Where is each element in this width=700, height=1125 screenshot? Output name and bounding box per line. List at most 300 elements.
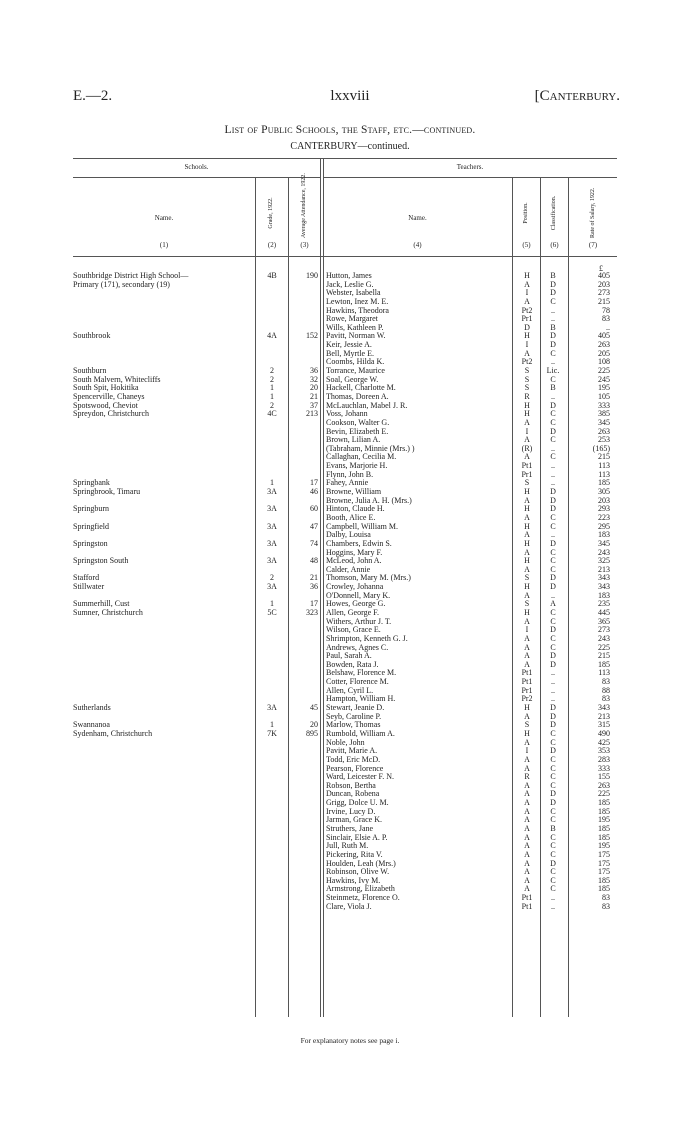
cell-position: A [524, 789, 530, 799]
cell-teacher-name: Browne, Julia A. H. (Mrs.) [326, 496, 412, 505]
cell-teacher-name: Campbell, William M. [326, 522, 398, 531]
cell-teacher-name: Paul, Sarah A. [326, 652, 372, 661]
cell-classification: C [550, 642, 556, 652]
cell-teacher-name: Cotter, Florence M. [326, 678, 389, 687]
cell-teacher-name: Pearson, Florence [326, 764, 384, 773]
cell-salary: 385 [598, 409, 610, 419]
table-row [0, 842, 700, 851]
cell-salary: 203 [598, 495, 610, 505]
cell-teacher-name: Robinson, Olive W. [326, 868, 390, 877]
column-number: (2) [267, 241, 277, 249]
cell-classification: C [550, 875, 556, 885]
cell-salary: 213 [598, 711, 610, 721]
table-row [0, 868, 700, 877]
table-row [0, 566, 700, 575]
cell-teacher-name: Rowe, Margaret [326, 315, 378, 324]
cell-teacher-name: Andrews, Agnes C. [326, 643, 389, 652]
cell-salary: 365 [598, 616, 610, 626]
cell-teacher-name: Howes, George G. [326, 600, 386, 609]
cell-grade: 7K [267, 728, 277, 738]
table-row [0, 877, 700, 886]
cell-school-name: Swannanoa [73, 721, 110, 730]
cell-salary: 405 [598, 271, 610, 280]
table-row [0, 739, 700, 748]
cell-salary: 283 [598, 754, 610, 764]
column-header-salary: Rate of Salary, 1922. [590, 187, 596, 238]
cell-grade: 3A [267, 504, 277, 514]
cell-teacher-name: Flynn, John B. [326, 470, 374, 479]
table-row [0, 687, 700, 696]
cell-classification: Lic. [546, 366, 560, 376]
cell-salary: 215 [598, 452, 610, 462]
column-header-attendance: Average Attendance, 1922. [301, 173, 307, 238]
cell-classification: C [550, 841, 556, 851]
cell-position: H [524, 331, 530, 341]
cell-salary: 405 [598, 331, 610, 341]
cell-position: A [524, 884, 530, 894]
cell-salary: 343 [598, 703, 610, 713]
cell-classification: D [550, 288, 556, 298]
cell-teacher-name: Jull, Ruth M. [326, 842, 369, 851]
cell-salary: 185 [598, 884, 610, 894]
cell-salary: 273 [598, 625, 610, 635]
cell-classification: D [550, 340, 556, 350]
cell-position: S [524, 366, 530, 376]
cell-position: A [524, 824, 530, 833]
table-row [0, 549, 700, 558]
cell-grade: 2 [270, 573, 274, 583]
cell-classification: .. [551, 893, 555, 903]
table-row [0, 713, 700, 722]
section-header-teachers: Teachers. [456, 163, 484, 171]
cell-attendance: 213 [306, 409, 318, 419]
table-row [0, 410, 700, 419]
cell-position: A [524, 547, 530, 557]
cell-classification: C [550, 409, 556, 419]
table-row [0, 574, 700, 583]
cell-classification: D [550, 400, 556, 410]
table-row [0, 505, 700, 514]
cell-classification: .. [551, 901, 555, 911]
cell-salary: 83 [602, 314, 610, 324]
cell-teacher-name: Evans, Marjorie H. [326, 462, 388, 471]
cell-position: S [524, 599, 530, 609]
cell-position: A [524, 780, 530, 790]
table-row [0, 281, 700, 290]
cell-salary: 225 [598, 789, 610, 799]
cell-school-name: Southburn [73, 367, 107, 376]
cell-classification: D [550, 789, 556, 799]
cell-classification: C [550, 763, 556, 773]
cell-position: I [525, 426, 529, 436]
table-row [0, 298, 700, 307]
cell-salary: 345 [598, 417, 610, 427]
table-row [0, 894, 700, 903]
cell-salary: 185 [598, 478, 610, 488]
table-row [0, 678, 700, 687]
cell-classification: C [550, 452, 556, 462]
cell-teacher-name: Pickering, Rita V. [326, 850, 383, 859]
cell-classification: C [550, 556, 556, 566]
page-number: lxxviii [330, 88, 370, 104]
cell-classification: D [550, 504, 556, 514]
table-row [0, 393, 700, 402]
cell-grade: 4C [267, 409, 277, 419]
cell-attendance: 47 [310, 521, 318, 531]
cell-classification: B [550, 824, 556, 833]
table-row [0, 695, 700, 704]
cell-attendance: 20 [310, 383, 318, 393]
cell-position: S [524, 478, 530, 488]
column-number: (1) [159, 241, 169, 249]
cell-classification: C [550, 607, 556, 617]
footnote: For explanatory notes see page i. [300, 1036, 400, 1045]
cell-grade: 4A [267, 331, 277, 341]
column-header-teacher-name: Name. [408, 214, 427, 222]
cell-attendance: 36 [310, 582, 318, 592]
cell-attendance: 36 [310, 366, 318, 376]
cell-salary: 185 [598, 806, 610, 816]
cell-position: H [524, 582, 530, 592]
cell-position: H [524, 400, 530, 410]
cell-teacher-name: Soal, George W. [326, 375, 379, 384]
table-row [0, 644, 700, 653]
cell-salary: 333 [598, 400, 610, 410]
cell-teacher-name: Hutton, James [326, 272, 372, 280]
cell-position: A [524, 832, 530, 842]
table-row [0, 419, 700, 428]
cell-teacher-name: Houlden, Leah (Mrs.) [326, 859, 396, 868]
cell-teacher-name: Dalby, Louisa [326, 531, 371, 540]
cell-classification: A [550, 599, 556, 609]
cell-position: A [524, 754, 530, 764]
table-row [0, 851, 700, 860]
cell-position: Pt1 [521, 901, 533, 911]
table-row [0, 462, 700, 471]
cell-teacher-name: Wilson, Grace E. [326, 626, 381, 635]
cell-classification: C [550, 780, 556, 790]
cell-salary: .. [606, 322, 610, 332]
cell-classification: .. [551, 685, 555, 695]
table-row [0, 367, 700, 376]
cell-classification: D [550, 426, 556, 436]
cell-classification: C [550, 832, 556, 842]
cell-classification: B [550, 383, 556, 393]
cell-salary: 78 [602, 305, 610, 315]
cell-position: (R) [521, 443, 533, 453]
cell-position: A [524, 659, 530, 669]
cell-classification: .. [551, 314, 555, 324]
cell-salary: 185 [598, 798, 610, 808]
cell-position: A [524, 841, 530, 851]
cell-classification: C [550, 296, 556, 306]
cell-teacher-name: Rumbold, William A. [326, 729, 395, 738]
cell-classification: C [550, 633, 556, 643]
cell-teacher-name: Bevin, Elizabeth E. [326, 427, 389, 436]
cell-school-name: Southbrook [73, 332, 111, 341]
cell-position: S [524, 720, 530, 730]
table-row [0, 272, 700, 281]
cell-salary: 490 [598, 728, 610, 738]
cell-teacher-name: Duncan, Robena [326, 790, 380, 799]
cell-teacher-name: Coombs, Hilda K. [326, 358, 385, 367]
cell-position: H [524, 607, 530, 617]
cell-position: H [524, 703, 530, 713]
cell-teacher-name: Withers, Arthur J. T. [326, 617, 392, 626]
cell-teacher-name: Clare, Viola J. [326, 902, 372, 911]
cell-teacher-name: Pavitt, Norman W. [326, 332, 386, 341]
table-row [0, 765, 700, 774]
table-row [0, 531, 700, 540]
cell-teacher-name: Voss, Johann [326, 410, 368, 419]
cell-teacher-name: McLeod, John A. [326, 557, 382, 566]
cell-classification: C [550, 512, 556, 522]
cell-classification: C [550, 737, 556, 747]
table-row [0, 324, 700, 333]
cell-salary: 83 [602, 694, 610, 704]
cell-teacher-name: O'Donnell, Mary K. [326, 591, 391, 600]
cell-position: I [525, 746, 529, 756]
cell-salary: 108 [598, 357, 610, 367]
cell-salary: 185 [598, 659, 610, 669]
cell-position: A [524, 875, 530, 885]
table-row [0, 635, 700, 644]
table-row [0, 341, 700, 350]
cell-classification: C [550, 616, 556, 626]
table-row [0, 315, 700, 324]
page-title: List of Public Schools, the Staff, etc.—continued. [224, 124, 476, 136]
cell-salary: 425 [598, 737, 610, 747]
cell-salary: 215 [598, 296, 610, 306]
table-row [0, 721, 700, 730]
cell-teacher-name: Hawkins, Ivy M. [326, 876, 381, 885]
cell-school-name: Spreydon, Christchurch [73, 410, 149, 419]
cell-classification: C [550, 867, 556, 877]
cell-position: A [524, 763, 530, 773]
cell-position: Pt2 [521, 305, 533, 315]
cell-position: A [524, 849, 530, 859]
cell-grade: 3A [267, 556, 277, 566]
cell-teacher-name: Ward, Leicester F. N. [326, 773, 395, 782]
cell-position: H [524, 409, 530, 419]
cell-salary: 195 [598, 815, 610, 825]
section-rule-teachers [323, 177, 617, 178]
cell-position: Pr1 [521, 314, 533, 324]
cell-teacher-name: Jarman, Grace K. [326, 816, 382, 825]
cell-attendance: 895 [306, 728, 318, 738]
cell-grade: 3A [267, 487, 277, 497]
cell-grade: 1 [270, 391, 274, 401]
cell-teacher-name: Bell, Myrtle E. [326, 349, 374, 358]
cell-salary: 223 [598, 512, 610, 522]
cell-classification: D [550, 651, 556, 661]
cell-position: A [524, 452, 530, 462]
cell-salary: 343 [598, 582, 610, 592]
cell-position: A [524, 711, 530, 721]
cell-salary: 113 [598, 668, 610, 678]
cell-position: A [524, 512, 530, 522]
cell-classification: C [550, 728, 556, 738]
cell-position: Pt1 [521, 461, 533, 471]
cell-position: Pt2 [521, 357, 533, 367]
table-row [0, 756, 700, 765]
cell-school-name: South Spit, Hokitika [73, 384, 139, 393]
cell-school-name: Springfield [73, 522, 109, 531]
column-header-school-name: Name. [154, 214, 174, 222]
table-row [0, 834, 700, 843]
cell-teacher-name: Lewton, Inez M. E. [326, 297, 389, 306]
table-row [0, 479, 700, 488]
cell-classification: D [550, 538, 556, 548]
cell-classification: C [550, 547, 556, 557]
cell-classification: .. [551, 305, 555, 315]
table-row [0, 816, 700, 825]
cell-grade: 2 [270, 366, 274, 376]
cell-classification: .. [551, 391, 555, 401]
cell-school-name: Sumner, Christchurch [73, 608, 143, 617]
cell-classification: .. [551, 357, 555, 367]
table-row [0, 626, 700, 635]
cell-school-name: Spotswood, Cheviot [73, 401, 138, 410]
cell-teacher-name: Armstrong, Elizabeth [326, 885, 395, 894]
table-row [0, 773, 700, 782]
cell-grade: 3A [267, 582, 277, 592]
cell-teacher-name: Thomson, Mary M. (Mrs.) [326, 574, 411, 583]
cell-salary: 185 [598, 832, 610, 842]
cell-classification: .. [551, 530, 555, 540]
cell-classification: .. [551, 469, 555, 479]
cell-school-name: Springbrook, Timaru [73, 488, 141, 497]
cell-position: Pt1 [521, 677, 533, 687]
cell-teacher-name: Irvine, Lucy D. [326, 807, 376, 816]
table-row [0, 885, 700, 894]
cell-teacher-name: Browne, William [326, 488, 382, 497]
cell-position: A [524, 651, 530, 661]
cell-salary: 345 [598, 538, 610, 548]
cell-salary: 203 [598, 279, 610, 289]
cell-salary: 88 [602, 685, 610, 695]
cell-classification: C [550, 754, 556, 764]
cell-classification: C [550, 884, 556, 894]
cell-salary: 185 [598, 875, 610, 885]
cell-salary: 263 [598, 340, 610, 350]
cell-salary: 295 [598, 521, 610, 531]
cell-position: D [524, 322, 530, 332]
table-row [0, 782, 700, 791]
cell-position: S [524, 573, 530, 583]
cell-classification: D [550, 858, 556, 868]
cell-classification: B [550, 271, 556, 280]
table-row [0, 350, 700, 359]
cell-attendance: 32 [310, 374, 318, 384]
cell-classification: B [550, 322, 556, 332]
cell-salary: 263 [598, 426, 610, 436]
table-row [0, 618, 700, 627]
cell-position: I [525, 288, 529, 298]
cell-teacher-name: Bowden, Rata J. [326, 660, 379, 669]
cell-position: A [524, 495, 530, 505]
cell-classification: D [550, 331, 556, 341]
column-number: (5) [522, 241, 531, 249]
cell-salary: 195 [598, 383, 610, 393]
cell-teacher-name: Torrance, Maurice [326, 367, 385, 376]
region-heading: [Canterbury. [534, 88, 620, 104]
cell-classification: D [550, 720, 556, 730]
cell-teacher-name: Hawkins, Theodora [326, 306, 389, 315]
cell-attendance: 60 [310, 504, 318, 514]
cell-classification: C [550, 849, 556, 859]
cell-position: A [524, 642, 530, 652]
cell-teacher-name: Keir, Jessie A. [326, 341, 372, 350]
cell-teacher-name: Webster, Isabella [326, 289, 381, 298]
cell-salary: 445 [598, 607, 610, 617]
table-top-rule [73, 158, 617, 159]
column-header-position: Position. [523, 202, 529, 224]
cell-salary: 195 [598, 841, 610, 851]
table-row [0, 557, 700, 566]
cell-teacher-name: Crowley, Johanna [326, 583, 384, 592]
table-row [0, 661, 700, 670]
cell-classification: .. [551, 668, 555, 678]
table-row [0, 514, 700, 523]
cell-salary: 113 [598, 469, 610, 479]
cell-classification: D [550, 279, 556, 289]
cell-salary: 175 [598, 858, 610, 868]
cell-position: I [525, 340, 529, 350]
table-row [0, 652, 700, 661]
cell-salary: 155 [598, 772, 610, 782]
cell-attendance: 46 [310, 487, 318, 497]
cell-position: A [524, 590, 530, 600]
cell-position: H [524, 538, 530, 548]
cell-classification: .. [551, 694, 555, 704]
cell-salary: 235 [598, 599, 610, 609]
cell-position: A [524, 435, 530, 445]
cell-salary: 243 [598, 547, 610, 557]
cell-teacher-name: Hinton, Claude H. [326, 505, 385, 514]
cell-salary: 83 [602, 901, 610, 911]
table-row [0, 825, 700, 834]
cell-teacher-name: Hampton, William H. [326, 695, 396, 704]
cell-position: S [524, 374, 530, 384]
cell-teacher-name: Hackell, Charlotte M. [326, 384, 396, 393]
cell-classification: .. [551, 677, 555, 687]
cell-position: H [524, 556, 530, 566]
cell-classification: D [550, 798, 556, 808]
staff-table-body [0, 272, 700, 911]
cell-teacher-name: Hoggins, Mary F. [326, 548, 383, 557]
table-row [0, 583, 700, 592]
column-number: (3) [300, 241, 309, 249]
column-number: (6) [550, 241, 559, 249]
cell-attendance: 17 [310, 478, 318, 488]
cell-salary: 183 [598, 590, 610, 600]
cell-salary: 273 [598, 288, 610, 298]
cell-salary: 83 [602, 677, 610, 687]
cell-classification: D [550, 711, 556, 721]
cell-position: A [524, 564, 530, 574]
cell-teacher-name: (Tabraham, Minnie (Mrs.) ) [326, 444, 415, 453]
cell-salary: 325 [598, 556, 610, 566]
cell-teacher-name: Grigg, Dolce U. M. [326, 799, 389, 808]
cell-attendance: 152 [306, 331, 318, 341]
cell-salary: 105 [598, 391, 610, 401]
table-row [0, 402, 700, 411]
table-row [0, 799, 700, 808]
currency-symbol: £ [599, 264, 603, 273]
cell-classification: D [550, 703, 556, 713]
cell-teacher-name: Jack, Leslie G. [326, 280, 374, 289]
